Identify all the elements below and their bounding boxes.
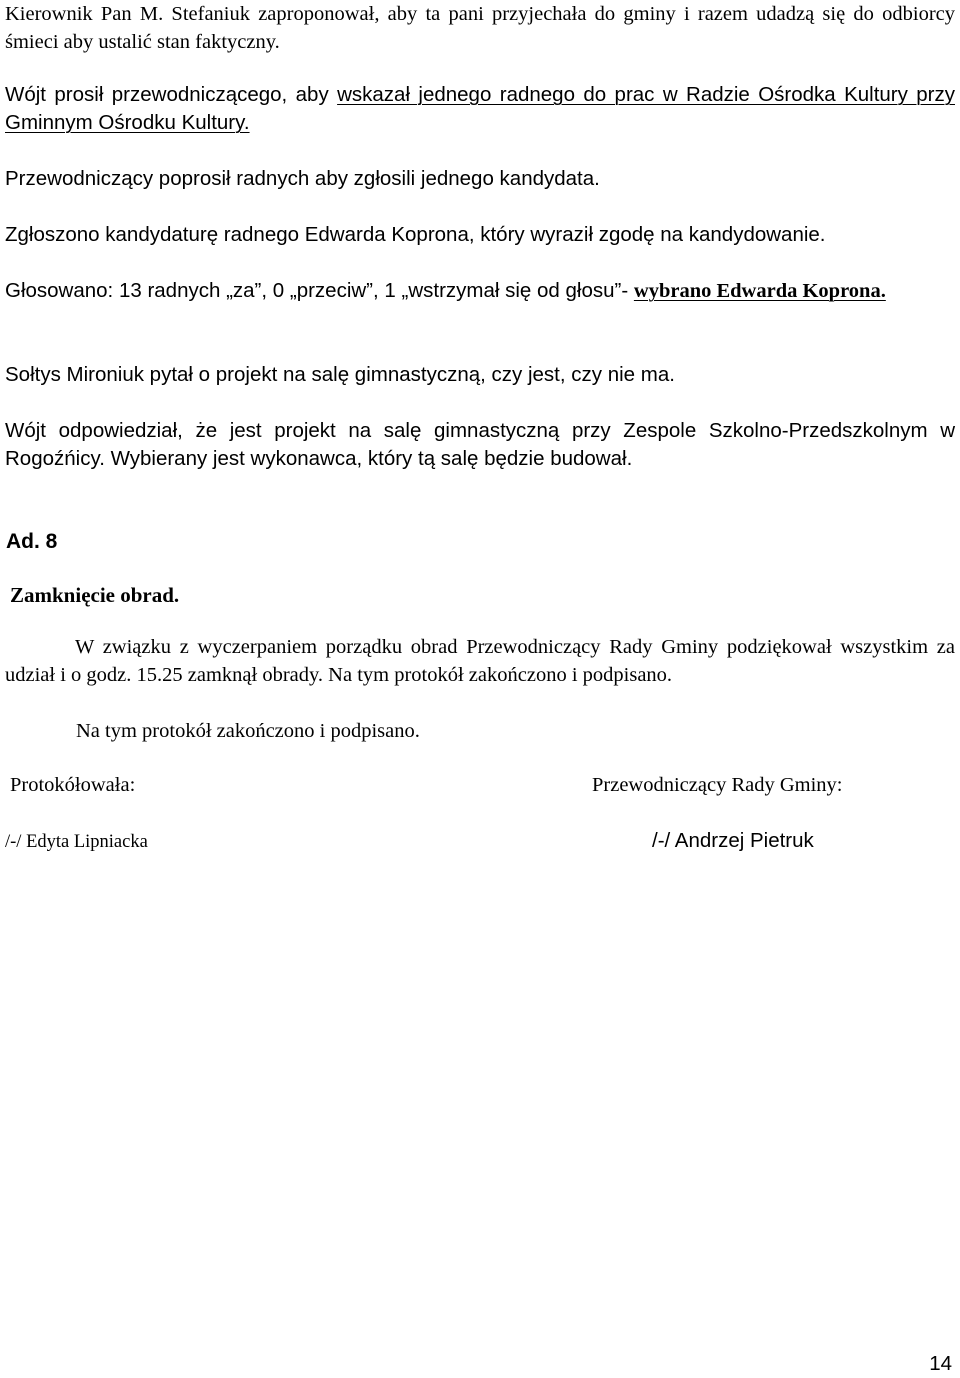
paragraph-closing-statement <box>5 633 955 689</box>
paragraph-text: Przewodniczący poprosił radnych aby zgłosili jednego kandydata. <box>5 167 600 190</box>
underlined-request-text: wskazał jednego radnego do prac w Radzie Ośrodka Kultury przy Gminnym Ośrodku Kultury. <box>5 83 955 134</box>
chairman-signature-name: /-/ Andrzej Pietruk <box>652 829 814 852</box>
paragraph-signed-note: Na tym protokół zakończono i podpisano. <box>76 720 420 742</box>
paragraph-gym-question <box>5 361 955 389</box>
paragraph-text: Zgłoszono kandydaturę radnego Edwarda Koprona, który wyraził zgodę na kandydowanie. <box>5 223 826 246</box>
paragraph-text: W związku z wyczerpaniem porządku obrad Przewodniczący Rady Gminy podziękował wszystkim za udział i o godz. 15.25 zamknął obrady. Na tym protokół zakończono i podpisano. <box>5 636 955 686</box>
chairman-signature-title: Przewodniczący Rady Gminy: <box>592 774 843 796</box>
closing-heading: Zamknięcie obrad. <box>10 583 180 607</box>
recorder-signature-title: Protokółowała: <box>10 774 136 796</box>
paragraph-text: Kierownik Pan M. Stefaniuk zaproponował, aby ta pani przyjechała do gminy i razem udadzą się do odbiorcy śmieci aby ustalić stan faktyczny. <box>5 3 955 53</box>
paragraph-text: Sołtys Mironiuk pytał o projekt na salę gimnastyczną, czy jest, czy nie ma. <box>5 363 675 386</box>
paragraph-mayor-request <box>5 81 955 137</box>
paragraph-text: Wójt odpowiedział, że jest projekt na salę gimnastyczną przy Zespole Szkolno-Przedszkolnym w Rogoźńicy. Wybierany jest wykonawca, który tą salę będzie budował. <box>5 419 955 470</box>
paragraph-text: Wójt prosił przewodniczącego, aby <box>5 83 338 106</box>
paragraph-chairman-request <box>5 165 955 193</box>
paragraph-candidate-nomination <box>5 221 955 249</box>
agenda-item-heading: Ad. 8 <box>6 530 58 553</box>
recorder-signature-name: /-/ Edyta Lipniacka <box>5 832 148 852</box>
paragraph-coordinator-proposal <box>5 0 955 56</box>
page-number: 14 <box>929 1352 952 1375</box>
paragraph-gym-answer <box>5 417 955 473</box>
paragraph-vote-result <box>5 277 955 305</box>
paragraph-text: Głosowano: 13 radnych „za”, 0 „przeciw”, 1 „wstrzymał się od głosu”- <box>5 279 634 302</box>
vote-outcome-text: wybrano Edwarda Koprona. <box>633 280 886 302</box>
